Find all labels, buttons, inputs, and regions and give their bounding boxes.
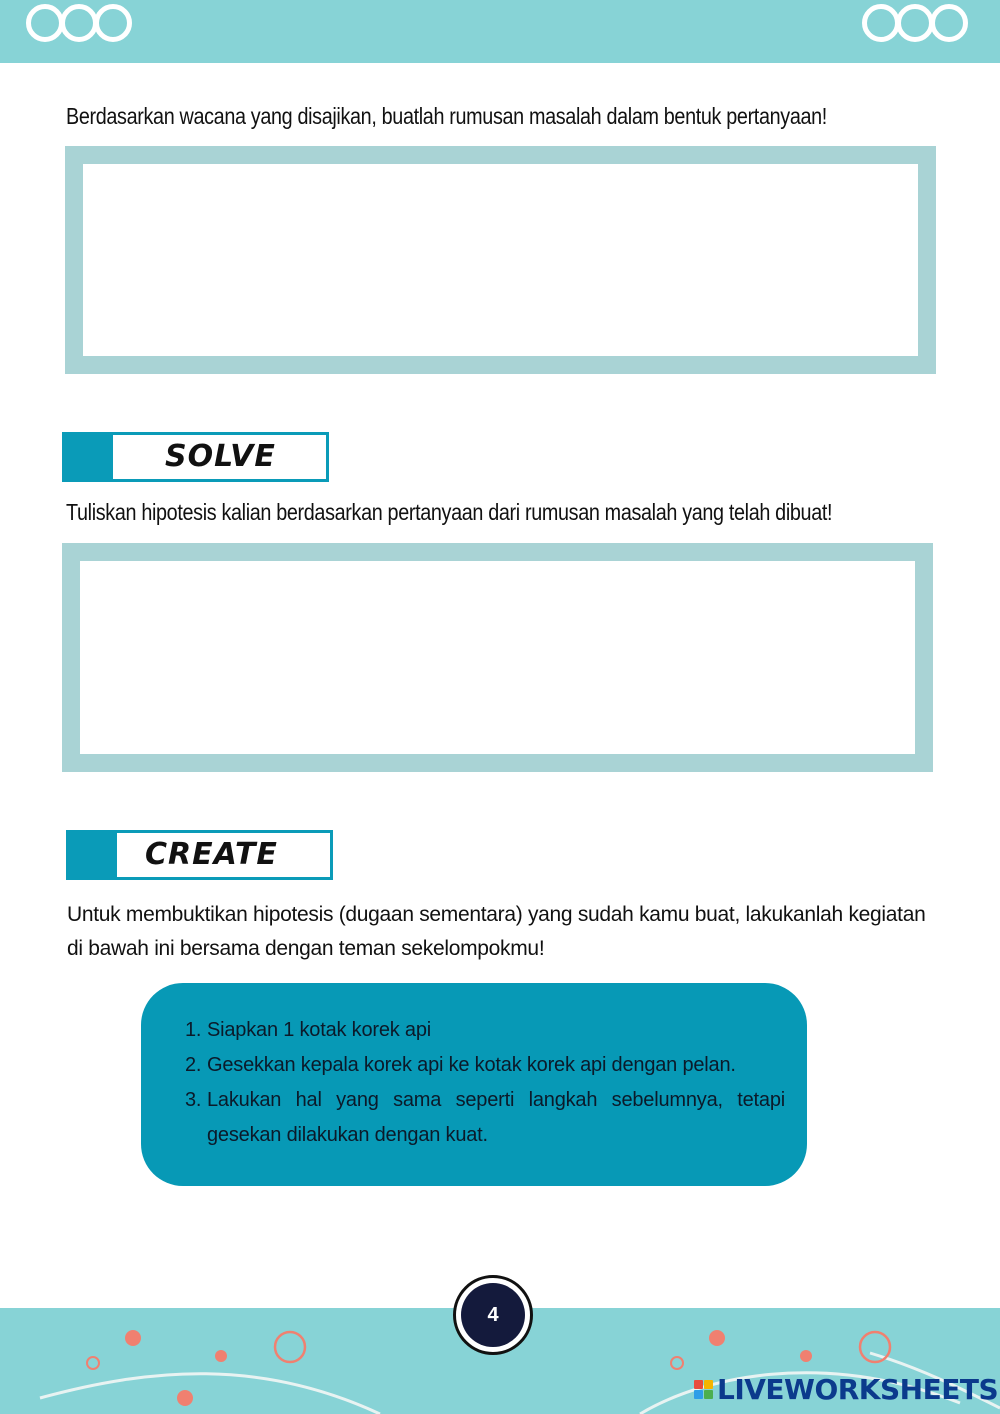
step-number: 1.: [185, 1019, 202, 1041]
question1-prompt: Berdasarkan wacana yang disajikan, buatlah rumusan masalah dalam bentuk pertanyaan!: [66, 103, 827, 129]
solve-answer-field[interactable]: [80, 561, 915, 754]
brand-grid-icon: [694, 1380, 713, 1399]
page-number: 4: [461, 1283, 525, 1347]
step-text: Siapkan 1 kotak korek api: [207, 1019, 432, 1041]
create-label-tab: [69, 833, 117, 877]
create-label-text: CREATE: [145, 837, 278, 872]
solve-section-label: [62, 432, 329, 482]
question1-answer-frame: [65, 146, 936, 374]
list-item: [185, 1048, 785, 1083]
create-section-label: [66, 830, 333, 880]
solve-label-tab: [65, 435, 113, 479]
three-circles-icon: [862, 4, 964, 42]
list-item: [185, 1013, 785, 1048]
solve-prompt: Tuliskan hipotesis kalian berdasarkan pertanyaan dari rumusan masalah yang telah dibuat!: [66, 499, 833, 525]
three-circles-icon: [26, 4, 128, 42]
solve-label-text: SOLVE: [165, 439, 276, 474]
step-text: Lakukan hal yang sama seperti langkah sebelumnya, tetapi gesekan dilakukan dengan kuat.: [207, 1089, 785, 1146]
steps-box: [141, 983, 807, 1186]
steps-list: [185, 1013, 785, 1153]
question1-answer-field[interactable]: [83, 164, 918, 356]
list-item: [185, 1083, 785, 1153]
page-number-badge: [453, 1275, 533, 1355]
header-bar: [0, 0, 1000, 63]
step-number: 3.: [185, 1089, 202, 1111]
solve-answer-frame: [62, 543, 933, 772]
step-text: Gesekkan kepala korek api ke kotak korek api dengan pelan.: [207, 1054, 736, 1076]
step-number: 2.: [185, 1054, 202, 1076]
liveworksheets-logo[interactable]: [694, 1373, 998, 1406]
brand-name: LIVEWORKSHEETS: [717, 1373, 999, 1406]
create-prompt: Untuk membuktikan hipotesis (dugaan sementara) yang sudah kamu buat, lakukanlah kegiatan di bawah ini bersama dengan teman sekelompokmu!: [67, 903, 926, 960]
